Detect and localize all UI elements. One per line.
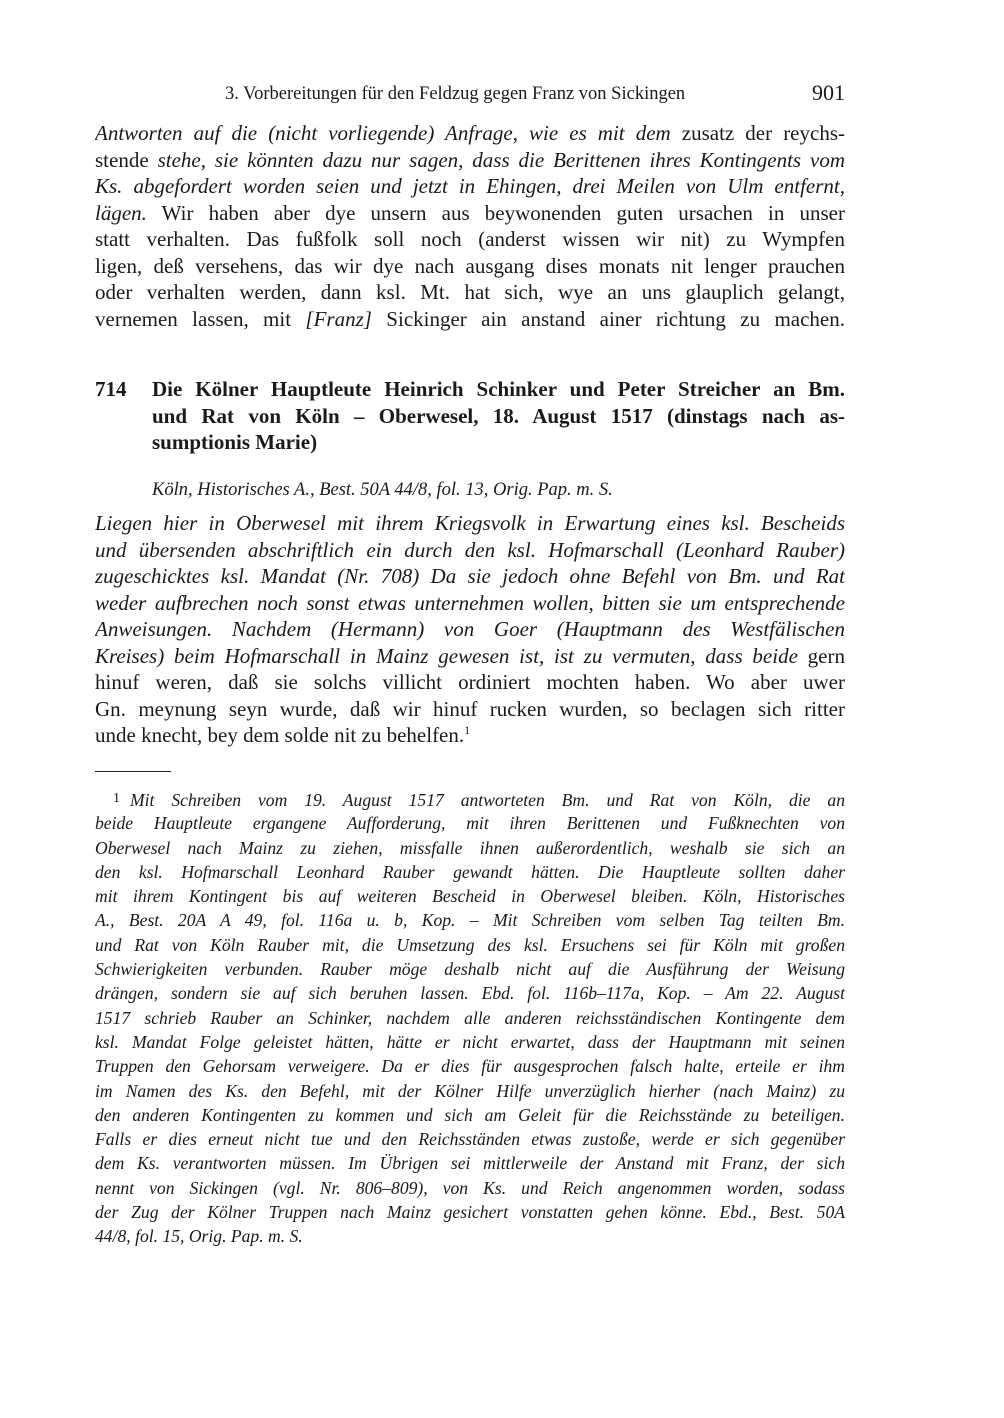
text-line	[95, 279, 845, 306]
italic-text: A., Best. 20A A 49, fol. 116a u. b, Kop. – Mit Schreiben vom selben Tag teilten Bm.	[95, 910, 845, 931]
text-segment: oder verhalten werden, dann ksl. Mt. hat sich, wye an uns glauplich gelangt,	[95, 280, 845, 304]
italic-text: dem Ks. verantworten müssen. Im Übrigen sei mittlerweile der Anstand mit Franz, der sich	[95, 1153, 845, 1174]
footnote-1	[95, 787, 845, 1249]
text-line	[95, 590, 845, 617]
page-number: 901	[812, 80, 845, 105]
text-line	[95, 957, 845, 981]
italic-text: beide Hauptleute ergangene Aufforderung, mit ihren Berittenen und Fußknechten von	[95, 813, 845, 834]
text-line	[95, 1006, 845, 1030]
running-head	[95, 80, 845, 108]
italic-text: zugeschicktes ksl. Mandat (Nr. 708) Da sie jedoch ohne Befehl von Bm. und Rat	[95, 564, 845, 588]
text-line	[95, 981, 845, 1005]
text-line	[95, 722, 845, 749]
text-line	[95, 226, 845, 253]
text-segment: Gn. meynung seyn wurde, daß wir hinuf rucken wurden, so beclagen sich ritter	[95, 696, 845, 721]
footnote-reference[interactable]: 1	[464, 723, 471, 737]
italic-text: lägen.	[95, 200, 147, 225]
text-line	[95, 908, 845, 932]
text-line	[95, 563, 845, 590]
document-number: 714	[95, 377, 127, 401]
text-line	[152, 429, 845, 456]
running-head-title: 3. Vorbereitungen für den Feldzug gegen Franz von Sickingen	[225, 84, 686, 104]
document-title	[152, 376, 845, 456]
italic-text: drängen, sondern sie auf sich beruhen lassen. Ebd. fol. 116b–117a, Kop. – Am 22. August	[95, 983, 845, 1004]
text-line	[152, 376, 845, 403]
text-line	[95, 120, 845, 147]
text-line	[95, 1224, 845, 1248]
text-line	[95, 306, 845, 333]
italic-text: Antworten auf die (nicht vorliegende) Anfrage, wie es mit dem	[95, 121, 671, 145]
text-line	[95, 933, 845, 957]
italic-text: stehe, sie könnten dazu nur sagen, dass die Berittenen ihres Kontingents vom	[157, 147, 845, 172]
italic-text: Ks. abgefordert worden seien und jetzt in Ehingen, drei Meilen von Ulm entfernt,	[95, 174, 845, 198]
italic-text: Oberwesel nach Mainz zu ziehen, missfalle ihnen außerordentlich, weshalb sie sich an	[95, 837, 845, 858]
text-segment: unde knecht, bey dem solde nit zu behelfen.	[95, 723, 465, 747]
text-line	[95, 1054, 845, 1078]
italic-text: nennt von Sickingen (vgl. Nr. 806–809), von Ks. und Reich angenommen worden, sodass	[95, 1177, 845, 1198]
italic-text: den ksl. Hofmarschall Leonhard Rauber gewandt hätten. Die Hauptleute sollten daher	[95, 861, 845, 882]
archival-source: Köln, Historisches A., Best. 50A 44/8, fol. 13, Orig. Pap. m. S.	[152, 480, 613, 500]
paragraph-1	[95, 120, 845, 332]
italic-text: Anweisungen. Nachdem (Hermann) von Goer (Hauptmann des Westfälischen	[95, 617, 845, 641]
italic-text: 1517 schrieb Rauber an Schinker, nachdem alle anderen reichsständischen Kontingente dem	[95, 1007, 845, 1028]
italic-text: weder aufbrechen noch sonst etwas unternehmen wollen, bitten sie um entsprechende	[95, 590, 845, 615]
footnote-marker: 1	[113, 791, 120, 806]
text-segment: vernemen lassen, mit	[95, 306, 306, 331]
italic-text: der Zug der Kölner Truppen nach Mainz gesichert vonstatten gehen könne. Ebd., Best. 50A	[95, 1202, 845, 1223]
text-line	[95, 1103, 845, 1127]
text-segment: stende	[95, 147, 158, 172]
italic-text: Schwierigkeiten verbunden. Rauber möge deshalb nicht auf die Ausführung der Weisung	[95, 959, 845, 980]
text-line	[95, 884, 845, 908]
italic-text: Mit Schreiben vom 19. August 1517 antworteten Bm. und Rat von Köln, die an	[130, 790, 845, 810]
text-line	[95, 1127, 845, 1151]
italic-text: [Franz]	[305, 306, 372, 331]
italic-text: ksl. Mandat Folge geleistet hätten, hätte er nicht erwartet, dass der Hauptmann mit seinen	[95, 1031, 845, 1052]
text-segment: statt verhalten. Das fußfolk soll noch (anderst wissen wir nit) zu Wympfen	[95, 227, 845, 251]
text-line	[95, 1200, 845, 1224]
paragraph-2	[95, 510, 845, 749]
text-line	[95, 1176, 845, 1200]
text-line	[95, 253, 845, 280]
text-line	[95, 1151, 845, 1175]
italic-text: und übersenden abschriftlich ein durch den ksl. Hofmarschall (Leonhard Rauber)	[95, 537, 845, 562]
document-heading	[95, 376, 845, 456]
text-line	[95, 616, 845, 643]
text-line	[95, 811, 845, 835]
text-segment: gern	[797, 643, 845, 668]
text-segment: Sickinger ain anstand ainer richtung zu machen.	[371, 306, 845, 331]
text-line	[95, 836, 845, 860]
text-line	[152, 403, 845, 430]
italic-text: Kreises) beim Hofmarschall in Mainz gewesen ist, ist zu vermuten, dass beide	[95, 643, 798, 668]
text-line	[95, 200, 845, 227]
italic-text: und Rat von Köln Rauber mit, die Umsetzung des ksl. Ersuchens sei für Köln mit großen	[95, 934, 845, 955]
footnote-divider	[95, 771, 171, 772]
text-line	[95, 1030, 845, 1054]
text-segment: sumptionis Marie)	[152, 430, 318, 454]
italic-text: den anderen Kontingenten zu kommen und sich am Geleit für die Reichsstände zu beteiligen.	[95, 1104, 845, 1125]
text-line	[95, 1079, 845, 1103]
italic-text: Liegen hier in Oberwesel mit ihrem Kriegsvolk in Erwartung eines ksl. Bescheids	[95, 511, 845, 535]
italic-text: Truppen den Gehorsam verweigere. Da er dies für ausgesprochen falsch halte, erteile er ihm	[95, 1056, 845, 1077]
text-segment: und Rat von Köln – Oberwesel, 18. August 1517 (dinstags nach as-	[152, 403, 845, 428]
text-line	[95, 860, 845, 884]
italic-text: 44/8, fol. 15, Orig. Pap. m. S.	[95, 1226, 303, 1247]
text-line	[95, 510, 845, 537]
text-line	[95, 787, 845, 811]
text-line	[95, 696, 845, 723]
text-line	[95, 643, 845, 670]
text-line	[95, 173, 845, 200]
text-line	[95, 147, 845, 174]
text-segment: Wir haben aber dye unsern aus beywonenden guten ursachen in unser	[146, 200, 845, 225]
text-segment: hinuf weren, daß sie solchs villicht ordiniert mochten haben. Wo aber uwer	[95, 670, 845, 694]
text-line	[95, 669, 845, 696]
text-segment: zusatz der reychs-	[670, 121, 845, 145]
text-segment: ligen, deß versehens, das wir dye nach ausgang dises monats nit lenger prauchen	[95, 253, 845, 278]
text-line	[95, 537, 845, 564]
italic-text: im Namen des Ks. den Befehl, mit der Kölner Hilfe unverzüglich hierher (nach Mainz) zu	[95, 1080, 845, 1101]
italic-text: mit ihrem Kontingent bis auf weiteren Bescheid in Oberwesel bleiben. Köln, Historisches	[95, 886, 845, 907]
italic-text: Falls er dies erneut nicht tue und den Reichsständen etwas zustoße, werde er sich gegenüber	[95, 1129, 845, 1150]
text-segment: Die Kölner Hauptleute Heinrich Schinker und Peter Streicher an Bm.	[152, 377, 845, 401]
